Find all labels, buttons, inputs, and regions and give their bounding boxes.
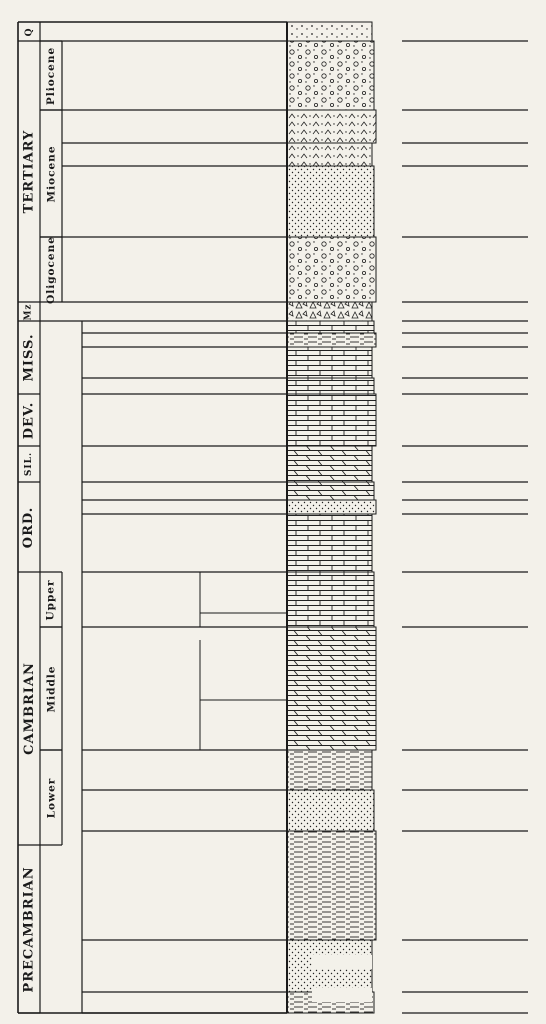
unit-thickness	[405, 237, 528, 302]
unit-thickness	[405, 321, 528, 333]
fault-label	[312, 955, 372, 969]
lithology-block	[287, 378, 374, 394]
unit-thickness	[405, 394, 528, 446]
lithology-block	[287, 321, 374, 333]
epoch-label-text: Middle	[45, 665, 57, 712]
period-label-text: Q	[24, 27, 34, 36]
period-label-text: CAMBRIAN	[21, 662, 37, 755]
unit-name	[70, 110, 285, 143]
unit-name	[90, 940, 285, 992]
lithology-block	[287, 347, 372, 378]
epoch-label-text: Oligocene	[45, 235, 58, 304]
lithology-block	[287, 22, 372, 41]
lithology-block	[287, 500, 376, 514]
epoch-label	[40, 41, 62, 110]
epoch-label-text: Lower	[45, 777, 58, 818]
unit-name	[90, 790, 285, 831]
unit-thickness	[405, 143, 528, 166]
lithology-block	[287, 572, 374, 627]
lithology-block	[287, 790, 374, 831]
period-label-text: TERTIARY	[21, 129, 37, 214]
unit-name	[90, 321, 285, 333]
period-label	[18, 572, 40, 845]
period-label-text: MISS.	[21, 333, 37, 382]
epoch-label	[40, 750, 62, 845]
unit-name	[90, 446, 285, 482]
unit-thickness	[405, 627, 528, 750]
lithology-block	[287, 333, 376, 347]
member-label	[200, 707, 284, 739]
unit-name	[48, 302, 285, 321]
unit-thickness	[405, 302, 528, 321]
unit-thickness	[405, 378, 528, 394]
epoch-label	[40, 572, 62, 627]
member-label	[200, 222, 284, 234]
unit-thickness	[405, 166, 528, 237]
unit-thickness	[405, 572, 528, 627]
lithology-block	[287, 514, 372, 572]
period-label	[18, 41, 40, 302]
period-label-text: ORD.	[21, 506, 37, 548]
unit-name	[90, 992, 285, 1013]
unit-thickness	[405, 940, 528, 992]
period-label-text: PRECAMBRIAN	[21, 865, 37, 993]
member-label	[200, 192, 284, 204]
unit-name	[70, 143, 285, 166]
unit-thickness	[405, 500, 528, 514]
unit-name	[70, 41, 285, 110]
lithology-block	[287, 750, 372, 790]
period-label	[18, 446, 40, 482]
member-label	[200, 584, 284, 616]
unit-thickness	[405, 831, 528, 940]
epoch-label-text: Miocene	[45, 144, 58, 203]
fault-label	[312, 988, 372, 1002]
unit-thickness	[405, 110, 528, 143]
epoch-label-text: Pliocene	[45, 46, 58, 105]
member-label	[200, 614, 284, 626]
lithology-block	[287, 394, 376, 446]
period-label	[18, 321, 40, 394]
unit-name	[90, 378, 285, 394]
unit-name	[90, 394, 285, 446]
period-label	[18, 302, 40, 321]
epoch-label	[40, 627, 62, 750]
unit-name	[90, 831, 285, 940]
unit-thickness	[405, 482, 528, 500]
unit-thickness	[405, 22, 528, 41]
period-label	[18, 394, 40, 446]
unit-name	[90, 500, 285, 514]
unit-name	[90, 347, 285, 378]
period-label	[18, 22, 40, 41]
unit-thickness	[405, 750, 528, 790]
unit-name	[48, 22, 285, 41]
unit-thickness	[405, 790, 528, 831]
lithology-block	[287, 237, 376, 302]
unit-thickness	[405, 347, 528, 378]
epoch-label	[40, 237, 62, 302]
lithology-block	[287, 166, 374, 237]
unit-thickness	[405, 446, 528, 482]
unit-thickness	[405, 41, 528, 110]
period-label-text: DEV.	[21, 401, 37, 439]
period-label-text: SIL.	[24, 451, 35, 477]
period-label	[18, 845, 40, 1013]
lithology-block	[287, 627, 376, 750]
unit-name	[90, 333, 285, 347]
unit-name	[90, 482, 285, 500]
unit-thickness	[405, 514, 528, 572]
period-label-text: Mz	[23, 302, 34, 321]
lithology-block	[287, 482, 374, 500]
epoch-label	[40, 110, 62, 237]
lithology-block	[287, 302, 372, 321]
period-label	[18, 482, 40, 572]
lithology-block	[287, 143, 372, 166]
member-label	[200, 766, 284, 778]
epoch-label-text: Upper	[45, 578, 57, 621]
lithology-block	[287, 831, 376, 940]
unit-thickness	[405, 992, 528, 1013]
unit-name	[90, 514, 285, 572]
unit-thickness	[405, 333, 528, 347]
unit-name	[70, 237, 285, 302]
lithology-block	[287, 110, 376, 143]
lithology-block	[287, 41, 374, 110]
member-label	[200, 652, 284, 684]
lithology-block	[287, 446, 372, 482]
